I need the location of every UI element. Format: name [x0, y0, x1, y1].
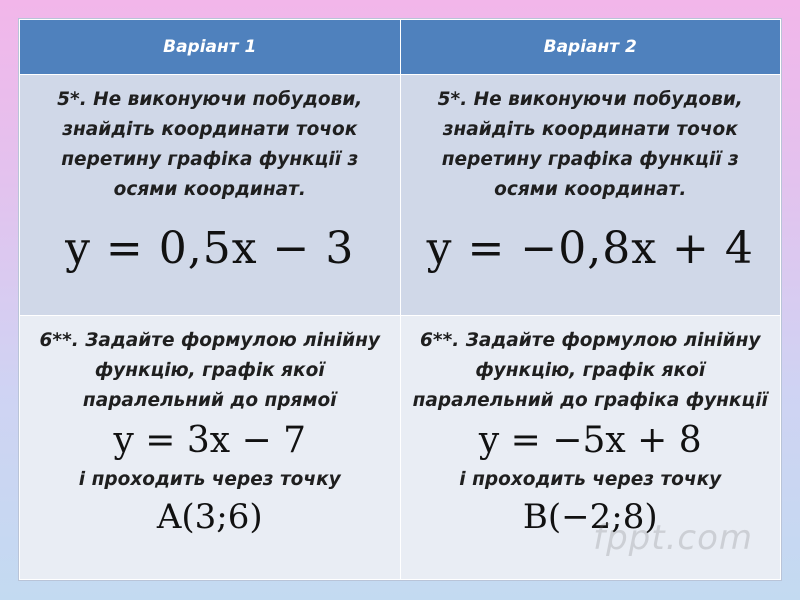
worksheet-card: [18, 18, 782, 581]
task-6-v2-tail: і проходить через точку: [459, 469, 722, 490]
task-6-variant-1: [20, 316, 401, 580]
task-6-v2-point: B(−2;8): [522, 497, 658, 537]
task-6-v1-formula: y = 3x − 7: [113, 420, 307, 461]
header-row: [20, 20, 781, 75]
task-5-v1-formula: y = 0,5x − 3: [65, 223, 355, 274]
variants-table: [19, 19, 781, 580]
task-6-v1-point: A(3;6): [156, 497, 263, 537]
task-5-v1-text: 5*. Не виконуючи побудови, знайдіть координати точок перетину графіка функції з осями координат.: [57, 89, 363, 200]
header-variant-1: Варіант 1: [20, 20, 401, 75]
task-5-variant-1: [20, 75, 401, 316]
task-6-v1-text: 6**. Задайте формулою лінійну функцію, графік якої паралельний до прямої: [39, 330, 380, 411]
header-variant-2: Варіант 2: [400, 20, 781, 75]
task-6-v2-formula: y = −5x + 8: [478, 420, 702, 461]
task-6-v2-text: 6**. Задайте формулою лінійну функцію, графік якої паралельний до графіка функції: [412, 330, 768, 411]
task-5-variant-2: [400, 75, 781, 316]
task-5-row: [20, 75, 781, 316]
task-6-v1-tail: і проходить через точку: [78, 469, 341, 490]
watermark-logo: fppt.com: [593, 518, 753, 558]
task-5-v2-text: 5*. Не виконуючи побудови, знайдіть координати точок перетину графіка функції з осями координат.: [437, 89, 743, 200]
task-5-v2-formula: y = −0,8x + 4: [426, 223, 754, 274]
